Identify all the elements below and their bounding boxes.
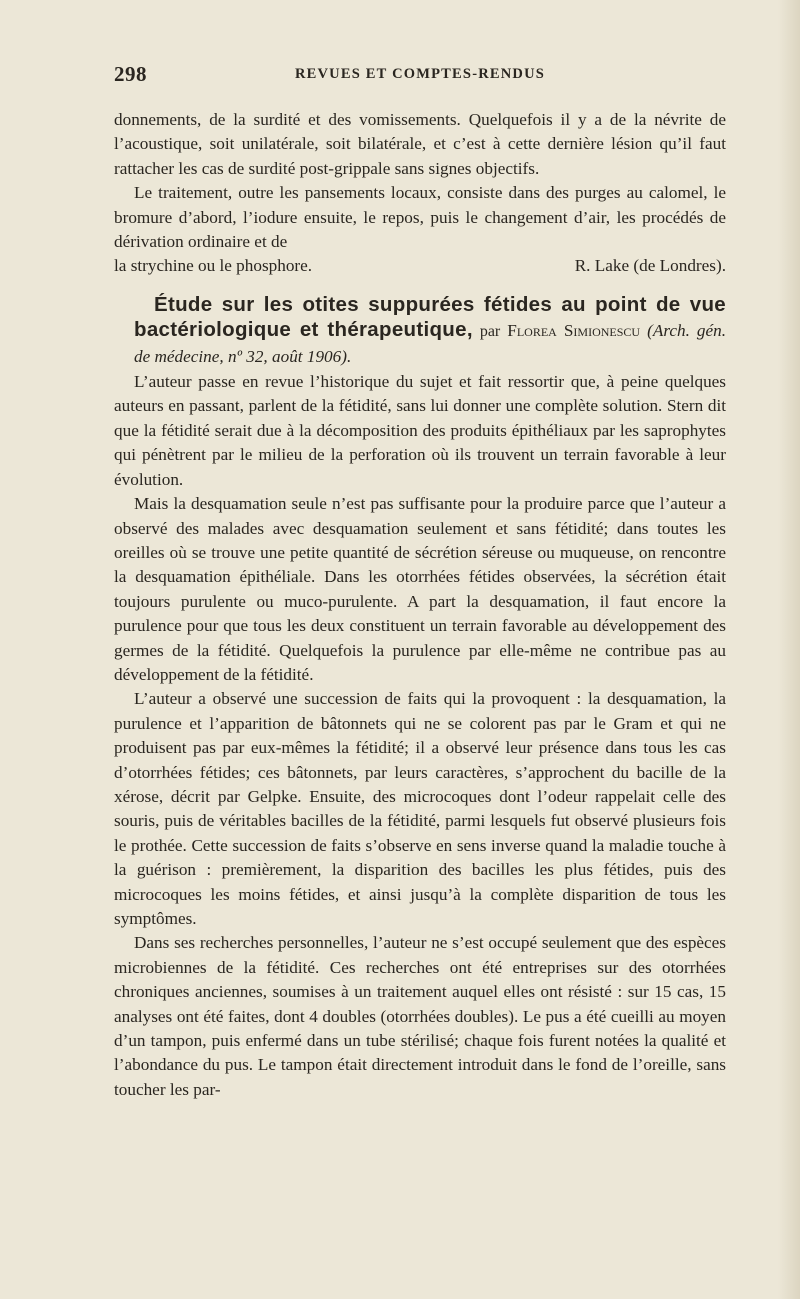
paragraph: Mais la desquamation seule n’est pas suffisante pour la produire parce que l’auteur a observé des malades avec desquamation seulement et sans fétidité; dans toutes les oreilles où se trouve une petite quantité de sécrétion séreuse ou muqueuse, on rencontre la desquamation épithéliale. Dans les otorrhées fétides observées, la sécrétion était toujours purulente ou muco-purulente. A part la desquamation, il faut encore la purulence pour que tous les deux constituent un terrain favorable au développement des germes de la fétidité. Quelquefois la purulence par elle-même ne contribue pas au développement de la fétidité. [114, 494, 726, 684]
article-by: par [479, 323, 501, 341]
article-signature: R. Lake (de Londres). [574, 256, 726, 276]
page-number: 298 [114, 62, 147, 86]
paragraph: Dans ses recherches personnelles, l’auteur ne s’est occupé seulement que des espèces microbiennes de la fétidité. Ces recherches ont été entreprises sur des otorrhées chroniques anciennes, soumises à un traitement auquel elles ont résisté : sur 15 cas, 15 analyses ont été faites, dont 4 doubles (otorrhées doubles). Le pus a été cueilli au moyen d’un tampon, puis enfermé dans un tube stérilisé; chaque fois furent notées la qualité et l’abondance du pus. Le tampon était directement introduit dans le fond de l’oreille, sans toucher les par- [114, 933, 726, 1099]
paragraph-last-line: la strychine ou le phosphore. [114, 256, 313, 276]
body-text [114, 108, 726, 1102]
paragraph: L’auteur a observé une succession de faits qui la provoquent : la desquamation, la purulence et l’apparition de bâtonnets qui ne se colorent pas par le Gram et qui ne produisent pas par eux-mêmes la fétidité; il a observé leur présence dans tous les cas d’otorrhées fétides; ces bâtonnets, par leurs caractères, s’approchent du bacille de la xérose, décrit par Gelpke. Ensuite, des microcoques dont l’odeur rappelait celle des souris, puis de véritables bacilles de la fétidité, parmi lesquels fut observé plusieurs fois le prothée. Cette succession de faits s’observe en sens inverse quand la maladie touche à la guérison : premièrement, la disparition des bacilles les plus fétides, puis des microcoques les moins fétides, et ainsi jusqu’à la complète disparition de tous les symptômes. [114, 689, 726, 928]
page-edge-shadow [778, 0, 800, 1299]
signature-line [114, 254, 726, 278]
article-body [114, 370, 726, 1102]
page-header [114, 62, 726, 86]
article-section [114, 293, 726, 1102]
paragraph [114, 181, 726, 254]
article-heading [114, 293, 726, 369]
running-title: REVUES ET COMPTES-RENDUS [294, 66, 546, 82]
paragraph: L’auteur passe en revue l’historique du sujet et fait ressortir que, à peine quelques auteurs en passant, parlent de la fétidité, sans lui donner une complète solution. Stern dit que la fétidité serait due à la décomposition des produits épithéliaux par les saprophytes qui pénètrent par le milieu de la perforation où ils trouvent un terrain favorable à leur évolution. [114, 372, 726, 489]
article-title: Étude sur les otites suppurées fétides au point de vue bactériologique et thérapeutique, [134, 292, 726, 342]
paragraph-text: Le traitement, outre les pansements locaux, consiste dans des purges au calomel, le bromure d’abord, l’iodure ensuite, le repos, puis le changement d’air, les procédés de dérivation ordinaire et de [114, 183, 726, 252]
article-author: Florea Simionescu [507, 321, 641, 341]
paragraph: donnements, de la surdité et des vomissements. Quelquefois il y a de la névrite de l’acoustique, soit unilatérale, soit bilatérale, et c’est à cette dernière lésion qu’il faut rattacher les cas de surdité post-grippale sans signes objectifs. [114, 110, 726, 178]
article-citation: (Arch. gén. de médecine, nº 32, août 1906). [134, 321, 727, 366]
